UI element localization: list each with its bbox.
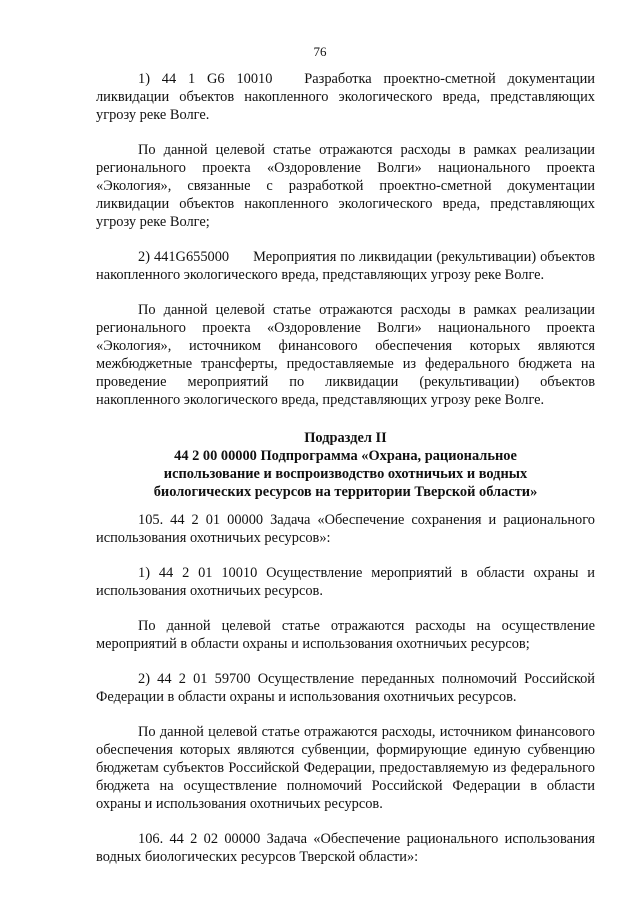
budget-code: 1) 44 1 G6 10010 — [138, 71, 273, 87]
paragraph-text: Мероприятия по ликвидации (рекультивации) объектов накопленного экологического вреда, представляющих угрозу реке Волге. — [96, 249, 595, 283]
paragraph-description-4: По данной целевой статье отражаются расходы, источником финансового обеспечения которых являются субвенции, формирующие единую субвенцию бюджетам субъектов Российской Федерации, предоставляемую из федерального бюджета на осуществление полномочий Российской Федерации в области охраны и использования охотничьих ресурсов. — [96, 724, 595, 812]
paragraph-code-1 — [96, 70, 595, 124]
paragraph-item-1: 1) 44 2 01 10010 Осуществление мероприятий в области охраны и использования охотничьих ресурсов. — [96, 565, 595, 599]
page-number: 76 — [313, 44, 327, 59]
section-heading — [96, 429, 595, 501]
paragraph-task-106: 106. 44 2 02 00000 Задача «Обеспечение рационального использования водных биологических ресурсов Тверской области»: — [96, 831, 595, 865]
heading-line: использование и воспроизводство охотничьих и водных — [163, 466, 528, 482]
paragraph-code-2 — [96, 248, 595, 284]
paragraph-task-105: 105. 44 2 01 00000 Задача «Обеспечение сохранения и рационального использования охотничьих ресурсов»: — [96, 512, 595, 546]
heading-line: Подраздел II — [304, 430, 387, 446]
budget-code: 2) 441G655000 — [138, 249, 230, 265]
paragraph-text: Разработка проектно-сметной документации ликвидации объектов накопленного экологического вреда, представляющих угрозу реке Волге. — [96, 71, 595, 123]
document-body — [96, 70, 595, 883]
paragraph-item-2: 2) 44 2 01 59700 Осуществление переданных полномочий Российской Федерации в области охраны и использования охотничьих ресурсов. — [96, 671, 595, 705]
paragraph-description-3: По данной целевой статье отражаются расходы на осуществление мероприятий в области охраны и использования охотничьих ресурсов; — [96, 618, 595, 652]
paragraph-description-1: По данной целевой статье отражаются расходы в рамках реализации регионального проекта «Оздоровление Волги» национального проекта «Экология», связанные с разработкой проектно-сметной документации ликвидации объектов накопленного экологического вреда, представляющих угрозу реке Волге; — [96, 142, 595, 230]
heading-line: 44 2 00 00000 Подпрограмма «Охрана, рациональное — [174, 448, 517, 464]
paragraph-description-2: По данной целевой статье отражаются расходы в рамках реализации регионального проекта «Оздоровление Волги» национального проекта «Экология», источником финансового обеспечения которых являются межбюджетные трансферты, предоставляемые из федерального бюджета на проведение мероприятий по ликвидации (рекультивации) объектов накопленного экологического вреда, представляющих угрозу реке Волге. — [96, 302, 595, 408]
heading-line: биологических ресурсов на территории Тверской области» — [153, 484, 538, 500]
